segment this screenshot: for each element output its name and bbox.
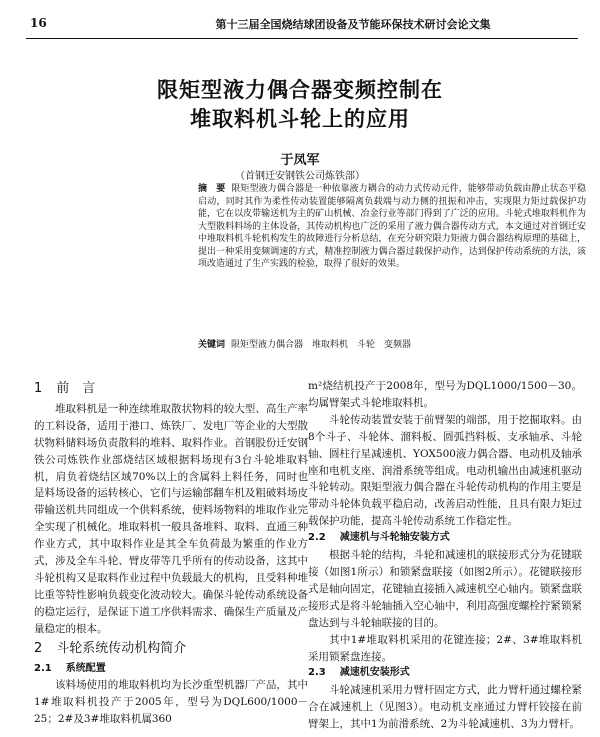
subsection-2-2-heading [308, 530, 582, 547]
reducer-mount-paragraph: 斗轮减速机采用力臂杆固定方式，此力臂杆通过螺栓紧合在减速机上（见图3）。电动机支座通过力臂杆铰接在前臂架上，其中1为前滑系统、2为斗轮减速机、3为力臂杆。 [308, 684, 582, 731]
subsection-2-3-number: 2.3 [308, 667, 326, 679]
left-column [34, 378, 308, 728]
paper-title-line-2: 堆取料机斗轮上的应用 [190, 107, 410, 131]
subsection-2-1-heading [34, 661, 308, 678]
subsection-2-1-number: 2.1 [34, 662, 52, 674]
abstract-label: 摘 要 [198, 184, 226, 194]
subsection-2-3-title: 减速机安装形式 [339, 667, 410, 679]
section-2-heading [34, 638, 308, 661]
abstract [198, 183, 586, 271]
system-config-paragraph: 该料场使用的堆取料机均为长沙重型机器厂产品，其中1#堆取料机投产于2005年，型号为DQL600/1000－25；2#及3#堆取料机属360 [34, 679, 308, 726]
running-header: 第十三届全国烧结球团设备及节能环保技术研讨会论文集 [215, 18, 491, 31]
connection-types-paragraph: 其中1#堆取料机采用的花键连接；2#、3#堆取料机采用锁紧盘连接。 [308, 633, 582, 663]
subsection-2-2-number: 2.2 [308, 532, 326, 544]
section-1-number: 1 [34, 381, 43, 396]
keywords-label: 关键词 [198, 340, 226, 350]
subsection-2-1-title: 系统配置 [65, 662, 106, 674]
continued-paragraph: m²烧结机投产于2008年，型号为DQL1000/1500－30。均属臂架式斗轮堆取料机。 [308, 380, 582, 409]
right-column [308, 378, 582, 733]
bucket-drive-paragraph: 斗轮传动装置安装于前臂架的端部，用于挖掘取料。由8个斗子、斗轮体、溜料板、圆弧挡料板、支承轴承、斗轮轴、圆柱行星减速机、YOX500液力偶合器、电动机及轴承座和电机支座、润滑系统等组成。电动机输出由减速机驱动斗轮转动。限矩型液力偶合器在斗轮传动机构的作用主要是带动斗轮体负载平稳启动，改善启动性能，且具有限力矩过载保护功能，提高斗轮传动系统工作稳定性。 [308, 413, 582, 528]
keywords [198, 337, 586, 350]
subsection-2-2-title: 减速机与斗轮轴安装方式 [339, 532, 450, 544]
header-rule [26, 38, 578, 39]
page-number: 16 [30, 16, 47, 30]
section-2-number: 2 [34, 640, 43, 656]
subsection-2-3-heading [308, 665, 582, 682]
intro-paragraph: 堆取料机是一种连续堆取散状物料的较大型、高生产率的工料设备，适用于港口、炼铁厂、发电厂等企业的大型散状物料储料场负责散料的堆料、取料作业。首钢股份迁安钢铁公司炼铁作业部烧结区域根据料场现有3台斗轮堆取料机，肩负着烧结区域70%以上的含属料上料任务，同时也是料场设备的运转核心，它们与运输部翻车机及粗破料场皮带输送机共同组成一个供料系统，使料场物料的堆取作业完全实现了机械化。堆取料机一般具备堆料、取料、直通三种作业方式，其中取料作业是其全车负荷最为繁重的作业方式，涉及全车斗轮、臂皮带等几乎所有的传动设备，这其中斗轮机构又是取料作业过程中负载最大的机构，且受料种堆比重等特性影响负载变化波动较大。确保斗轮传动系统设备的稳定运行，是保证下道工序供料需求、确保生产质量及产量稳定的根本。 [34, 402, 308, 635]
connection-paragraph: 根据斗轮的结构，斗轮和减速机的联接形式分为花键联接（如图1所示）和锁紧盘联接（如图2所示）。花键联接形式是轴向固定，花键轴直接插入减速机空心轴内。锁紧盘联接形式是将斗轮轴插入空心轴中，利用高强度螺栓拧紧锁紧盘达到与斗轮轴联接的目的。 [308, 549, 582, 629]
abstract-text: 限矩型液力偶合器是一种依靠液力耦合的动力式传动元件，能够带动负载由静止状态平稳启动，同时其作为柔性传动装置能够隔离负载端与动力侧的扭振和冲击，实现限力矩过载保护功能，它在以皮带输送机为主的矿山机械、冶金行业等部门得到了广泛的应用。斗轮式堆取料机作为大型散料料场的主体设备，其传动机构也广泛的采用了液力偶合器传动方式，本文通过对首钢迁安中堆取料机斗轮机构发生的故障进行分析总结，在充分研究限力矩液力偶合器结构原理的基础上，提出一种采用变频调速的方式，精准控制液力偶合器过载保护动作，达到保护传动系统的方法，该项改造通过了生产实践的检验，取得了很好的效果。 [198, 184, 586, 269]
section-2-title: 斗轮系统传动机构简介 [56, 640, 187, 656]
paper-title-line-1: 限矩型液力偶合器变频控制在 [157, 78, 443, 102]
affiliation: （首钢迁安钢铁公司炼铁部） [235, 171, 365, 182]
author: 于凤军 [280, 153, 320, 168]
keywords-text: 限矩型液力偶合器 堆取料机 斗轮 变频器 [231, 340, 412, 350]
section-1-heading [34, 378, 308, 401]
section-1-title: 前 言 [56, 381, 96, 396]
